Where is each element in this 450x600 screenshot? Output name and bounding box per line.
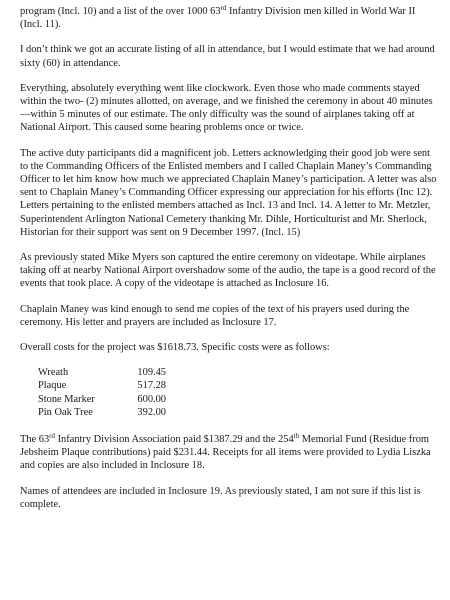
paragraph-videotape: As previously stated Mike Myers son captured the entire ceremony on videotape. While airplanes taking off at nearby National Airport overshadow some of the audio, the tape is a good record of the events that took place. A copy of the videotape is attached as Inclosure 16. xyxy=(20,252,436,290)
cost-item: Wreath xyxy=(38,367,69,379)
paragraph-text: Memorial Fund (Residue from Jebsheim Plaque contributions) paid $231.44. Receipts for all items were provided to Lydia Liszka and copies are also included in Inclosure 18. xyxy=(20,434,431,472)
cost-list xyxy=(20,366,440,419)
paragraph-text: Infantry Division men killed in World War II (Incl. 11). xyxy=(20,6,416,31)
paragraph-payments xyxy=(20,433,440,473)
paragraph-ceremony-timing: Everything, absolutely everything went like clockwork. Even those who made comments stayed within the two- (2) minutes allotted, on average, and we finished the ceremony in about 40 minutes—within 5 minutes of our estimate. The only difficulty was the sound of airplanes taking off at National Airport. This caused some hearing problems once or twice. xyxy=(20,82,433,134)
paragraph-prayers: Chaplain Maney was kind enough to send me copies of the text of his prayers used during the ceremony. His letter and prayers are included as Inclosure 17. xyxy=(20,303,410,328)
cost-item: Pin Oak Tree xyxy=(38,406,93,418)
cost-amount: 109.45 xyxy=(137,367,166,379)
paragraph-attendees: Names of attendees are included in Inclosure 19. As previously stated, I am not sure if this list is complete. xyxy=(20,485,421,510)
paragraph-program-list xyxy=(20,5,440,31)
cost-amount: 392.00 xyxy=(137,406,166,418)
cost-amount: 517.28 xyxy=(137,380,166,392)
cost-row-stone-marker xyxy=(38,393,440,406)
cost-amount: 600.00 xyxy=(137,393,166,405)
paragraph-text: Infantry Division Association paid $1387.29 and the 254 xyxy=(55,434,294,446)
superscript: th xyxy=(293,432,300,441)
superscript: rd xyxy=(49,432,55,441)
paragraph-overall-costs: Overall costs for the project was $1618.73. Specific costs were as follows: xyxy=(20,342,330,354)
paragraph-attendance: I don’t think we got an accurate listing of all in attendance, but I would estimate that we had around sixty (60) in attendance. xyxy=(20,44,435,69)
paragraph-participants: The active duty participants did a magnificent job. Letters acknowledging their good job were sent to the Commanding Officers of the Enlisted members and I called Chaplain Maney’s Commanding Officer to let him know how much we appreciated Chaplain Maney’s participation. A letter was also sent to Chaplain Maney’s Commanding Officer expressing our appreciation for his efforts (Inc 12). Letters pertaining to the enlisted members attached as Incl. 13 and Incl. 14. A letter to Mr. Metzler, Superintendent Arlington National Cemetery thanking Mr. Dihle, Horticulturist and Mr. Sherlock, Historian for their support was sent on 9 December 1997. (Incl. 15) xyxy=(20,147,437,238)
cost-item: Plaque xyxy=(38,380,67,392)
cost-row-pin-oak-tree xyxy=(38,406,440,419)
paragraph-text: The 63 xyxy=(20,434,50,446)
superscript: rd xyxy=(220,4,227,12)
paragraph-text: program (Incl. 10) and a list of the over 1000 63 xyxy=(20,6,221,17)
cost-row-plaque xyxy=(38,379,440,392)
cost-item: Stone Marker xyxy=(38,393,95,405)
cost-row-wreath xyxy=(38,366,440,379)
